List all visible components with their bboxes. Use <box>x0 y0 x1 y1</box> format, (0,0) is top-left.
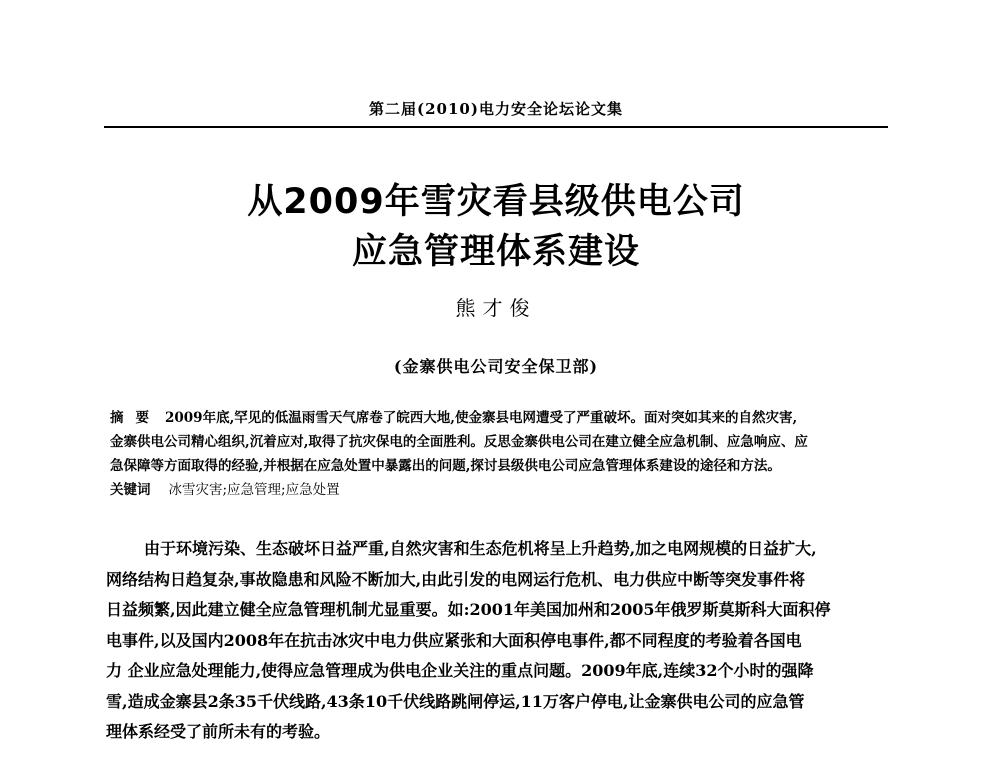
abstract-block <box>110 406 892 502</box>
body-line-1: 由于环境污染、生态破坏日益严重,自然灾害和生态危机将呈上升趋势,加之电网规模的日益扩大, <box>144 539 817 558</box>
body-line-5: 力 企业应急处理能力,使得应急管理成为供电企业关注的重点问题。2009年底,连续32个小时的强降 <box>106 661 814 680</box>
body-line-4: 电事件,以及国内2008年在抗击冰灾中电力供应紧张和大面积停电事件,都不同程度的考验着各国电 <box>106 630 802 650</box>
article-title-line-1: 从2009年雪灾看县级供电公司 <box>247 182 745 222</box>
body-line-3: 日益频繁,因此建立健全应急管理机制尤显重要。如:2001年美国加州和2005年俄罗斯莫斯科大面积停 <box>106 600 831 619</box>
body-line-2: 网络结构日趋复杂,事故隐患和风险不断加大,由此引发的电网运行危机、电力供应中断等突发事件将 <box>106 569 806 589</box>
article-title-line-2: 应急管理体系建设 <box>351 232 640 272</box>
author-affiliation: (金寨供电公司安全保卫部) <box>393 357 599 376</box>
body-line-6: 雪,造成金寨县2条35千伏线路,43条10千伏线路跳闸停运,11万客户停电,让金寨供电公司的应急管 <box>106 691 805 711</box>
keywords-line <box>110 478 892 502</box>
abstract-line-1 <box>110 406 892 430</box>
abstract-text-line: 2009年底,罕见的低温雨雪天气席卷了皖西大地,使金寨县电网遭受了严重破坏。面对突如其来的自然灾害, <box>165 410 798 426</box>
running-header <box>104 96 888 128</box>
abstract-line-3: 急保障等方面取得的经验,并根据在应急处置中暴露出的问题,探讨县级供电公司应急管理体系建设的途径和方法。 <box>110 458 781 474</box>
running-header-title: 第二届(2010)电力安全论坛论文集 <box>369 100 623 118</box>
body-paragraph <box>106 534 892 748</box>
keywords-text: 冰雪灾害;应急管理;应急处置 <box>168 482 340 498</box>
keywords-label: 关键词 <box>110 482 151 498</box>
abstract-label: 摘要 <box>110 410 161 426</box>
abstract-line-2: 金寨供电公司精心组织,沉着应对,取得了抗灾保电的全面胜利。反思金寨供电公司在建立健全应急机制、应急响应、应 <box>110 434 808 450</box>
body-line-7: 理体系经受了前所未有的考验。 <box>106 722 331 741</box>
author-name: 熊才俊 <box>455 296 537 320</box>
